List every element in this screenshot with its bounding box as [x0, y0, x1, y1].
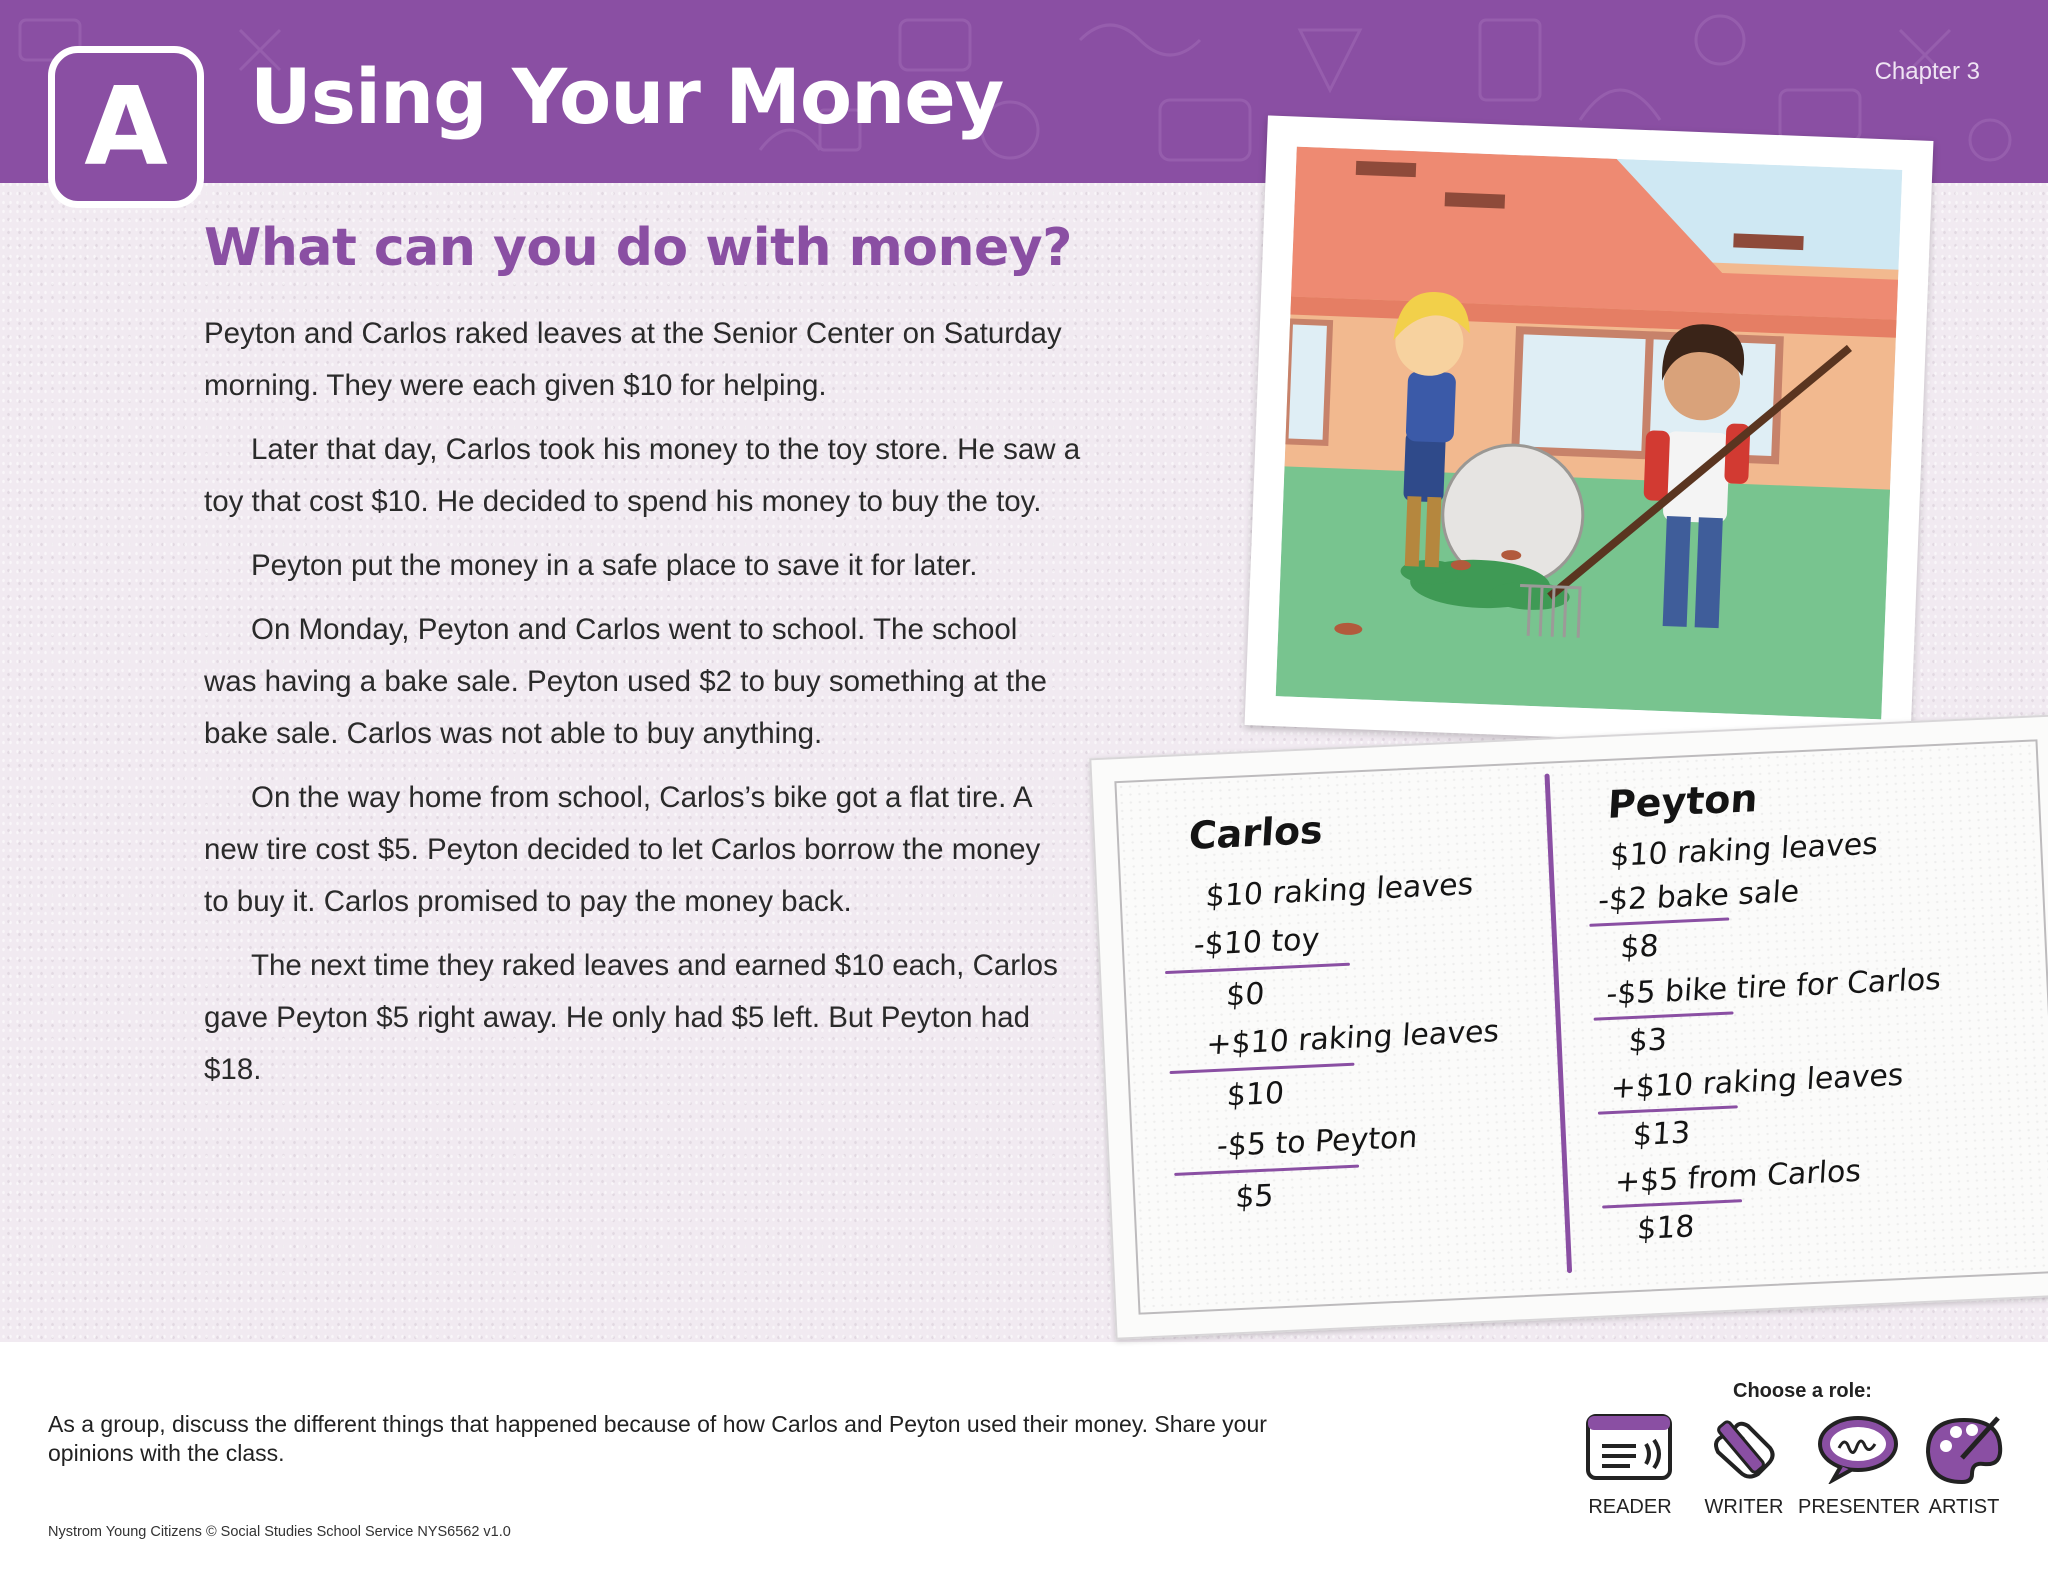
carlos-entry: $10 — [1225, 1075, 1286, 1114]
peyton-entry: -$5 bike tire for Carlos — [1605, 961, 1942, 1013]
story-paragraph: The next time they raked leaves and earned $10 each, Carlos gave Peyton $5 right away. He only had $5 left. But Peyton had $18. — [204, 949, 1058, 1086]
peyton-underline — [1602, 1199, 1742, 1208]
illustration-photo — [1245, 115, 1934, 750]
carlos-underline — [1165, 963, 1350, 974]
carlos-underline — [1174, 1165, 1359, 1176]
publisher-footer: Nystrom Young Citizens © Social Studies School Service NYS6562 v1.0 — [48, 1524, 511, 1540]
peyton-heading: Peyton — [1606, 775, 1759, 827]
role-presenter — [1798, 1412, 1921, 1519]
story-paragraph: On the way home from school, Carlos’s bike got a flat tire. A new tire cost $5. Peyton decided to let Carlos borrow the money to buy it. Carlos promised to pay the money back. — [204, 781, 1041, 918]
peyton-entry: $10 raking leaves — [1609, 826, 1879, 874]
carlos-entry: $5 — [1234, 1178, 1275, 1216]
carlos-entry: $10 raking leaves — [1204, 866, 1475, 915]
carlos-entry: -$5 to Peyton — [1215, 1119, 1419, 1165]
peyton-entry: $8 — [1619, 928, 1660, 966]
story-paragraph: Later that day, Carlos took his money to the toy store. He saw a toy that cost $10. He decided to spend his money to buy the toy. — [204, 433, 1081, 518]
story-paragraph: Peyton put the money in a safe place to save it for later. — [251, 549, 978, 582]
peyton-entry: +$10 raking leaves — [1609, 1057, 1905, 1107]
section-letter: A — [84, 65, 168, 190]
ledger-frame — [1114, 739, 2048, 1314]
peyton-entry: -$2 bake sale — [1597, 874, 1801, 919]
story-text — [204, 308, 1194, 1108]
section-question: What can you do with money? — [204, 218, 1072, 278]
story-paragraph: On Monday, Peyton and Carlos went to school. The school was having a bake sale. Peyton used $2 to buy something at the bake sale. Carlos was not able to buy anything. — [204, 613, 1047, 750]
role-artist — [1904, 1412, 2024, 1519]
raking-leaves-illustration — [1276, 147, 1903, 720]
story-paragraph: Peyton and Carlos raked leaves at the Senior Center on Saturday morning. They were each given $10 for helping. — [204, 317, 1062, 402]
group-instructions: As a group, discuss the different things that happened because of how Carlos and Peyton used their money. Share your opinions with the class. — [48, 1411, 1267, 1466]
carlos-entry: $0 — [1225, 976, 1266, 1014]
peyton-entry: +$5 from Carlos — [1614, 1153, 1863, 1200]
peyton-entry: $13 — [1631, 1115, 1692, 1154]
role-writer — [1684, 1412, 1804, 1519]
peyton-entry: $18 — [1636, 1209, 1696, 1248]
writer-icon — [1704, 1412, 1784, 1484]
peyton-underline — [1589, 917, 1729, 926]
carlos-entry: +$10 raking leaves — [1205, 1013, 1501, 1063]
carlos-heading: Carlos — [1187, 807, 1325, 858]
carlos-entry: -$10 toy — [1192, 922, 1321, 963]
reader-icon — [1584, 1412, 1676, 1484]
role-label: WRITER — [1704, 1496, 1784, 1518]
role-label: ARTIST — [1928, 1496, 2000, 1518]
artist-icon — [1924, 1412, 2004, 1484]
role-reader — [1570, 1412, 1690, 1519]
peyton-underline — [1598, 1105, 1738, 1114]
peyton-entry: $3 — [1627, 1022, 1668, 1060]
roles-heading: Choose a role: — [1733, 1380, 1872, 1402]
section-badge — [48, 46, 204, 208]
page-title: Using Your Money — [250, 52, 1004, 141]
role-label: READER — [1588, 1496, 1672, 1518]
presenter-icon — [1815, 1412, 1901, 1484]
ledger-column-divider — [1544, 773, 1572, 1273]
peyton-underline — [1594, 1011, 1734, 1020]
money-ledger-card — [1089, 714, 2048, 1339]
carlos-underline — [1170, 1063, 1355, 1074]
role-label: PRESENTER — [1798, 1496, 1921, 1518]
chapter-label: Chapter 3 — [1874, 58, 1980, 85]
